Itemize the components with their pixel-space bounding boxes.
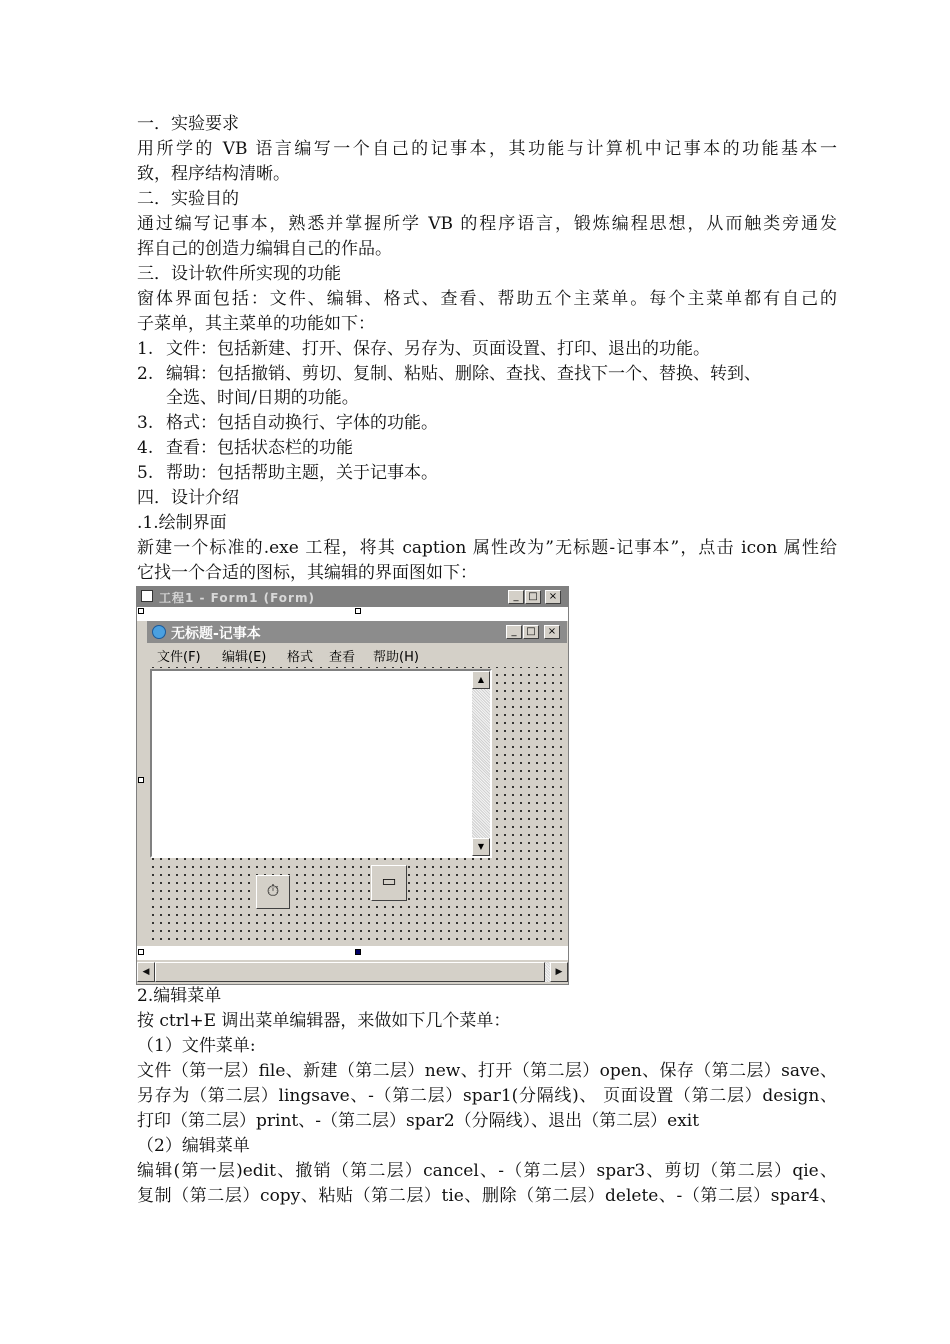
outer-title: 工程1 - Form1 (Form) [159,591,315,605]
scroll-right-arrow-icon[interactable]: ▶ [550,962,568,982]
paragraph-line: 挥自己的创造力编辑自己的作品。 [137,239,392,259]
menu-file[interactable]: 文件(F) [157,650,201,665]
outer-title-bar [137,587,568,607]
minimize-button[interactable]: _ [506,625,522,639]
paragraph-line: 子菜单，其主菜单的功能如下： [137,314,375,334]
scroll-left-arrow-icon[interactable]: ◀ [137,962,155,982]
resize-handle[interactable] [138,949,144,955]
close-button[interactable]: × [545,590,561,604]
inner-title-bar [147,621,567,643]
paragraph-line: 窗体界面包括：文件、编辑、格式、查看、帮助五个主菜单。每个主菜单都有自己的 [137,289,837,309]
paragraph-line: 打印（第二层）print、-（第二层）spar2（分隔线）、退出（第二层）exit [137,1111,700,1131]
subheading-edit-menu-2: （2）编辑菜单 [137,1136,250,1156]
list-item: 编辑：包括撤销、剪切、复制、粘贴、删除、查找、查找下一个、替换、转到、 [166,364,761,384]
resize-handle[interactable] [355,608,361,614]
designer-bottom-strip [137,946,568,960]
list-number: 1. [137,339,154,359]
paragraph-line: 用所学的 VB 语言编写一个自己的记事本，其功能与计算机中记事本的功能基本一 [137,139,837,159]
list-item: 全选、时间/日期的功能。 [166,388,359,408]
subheading-edit-menu: 2.编辑菜单 [137,986,222,1006]
list-item: 帮助：包括帮助主题，关于记事本。 [166,463,438,483]
list-number: 2. [137,364,154,384]
close-button[interactable]: × [544,625,560,639]
paragraph-line: 复制（第二层）copy、粘贴（第二层）tie、删除（第二层）delete、-（第二层）spar4、 [137,1186,837,1206]
list-number: 5. [137,463,154,483]
paragraph-line: 通过编写记事本，熟悉并掌握所学 VB 的程序语言，锻炼编程思想，从而触类旁通发 [137,214,837,234]
notepad-app-icon [152,625,166,639]
resize-handle[interactable] [138,777,144,783]
paragraph-line: 致，程序结构清晰。 [137,164,290,184]
paragraph-line: 它找一个合适的图标，其编辑的界面图如下： [137,563,477,583]
paragraph-line: 编辑(第一层)edit、撤销（第二层）cancel、-（第二层）spar3、剪切（第二层）qie、 [137,1161,837,1181]
heading-functions: 三．设计软件所实现的功能 [137,264,341,284]
minimize-button[interactable]: _ [508,590,524,604]
horizontal-scrollbar[interactable] [137,962,568,982]
vb-designer-screenshot [136,586,569,985]
menu-help[interactable]: 帮助(H) [373,650,419,665]
list-item: 格式：包括自动换行、字体的功能。 [166,413,438,433]
maximize-button[interactable]: □ [525,590,541,604]
maximize-button[interactable]: □ [523,625,539,639]
menu-edit[interactable]: 编辑(E) [222,650,267,665]
designer-top-strip [137,607,568,621]
scroll-thumb[interactable] [155,962,545,982]
list-item: 文件：包括新建、打开、保存、另存为、页面设置、打印、退出的功能。 [166,339,710,359]
heading-purpose: 二．实验目的 [137,189,239,209]
subheading-file-menu: （1）文件菜单: [137,1036,256,1056]
paragraph-line: 另存为（第二层）lingsave、-（第二层）spar1(分隔线)、 页面设置（第二层）design、 [137,1086,837,1106]
inner-title: 无标题-记事本 [171,626,261,642]
paragraph-line: 按 ctrl+E 调出菜单编辑器，来做如下几个菜单： [137,1011,511,1031]
vertical-scrollbar[interactable] [472,671,490,856]
menu-bar [147,643,567,667]
list-number: 3. [137,413,154,433]
heading-design: 四．设计介绍 [137,488,239,508]
common-dialog-icon[interactable]: ▭ [371,865,407,901]
heading-requirements: 一．实验要求 [137,114,239,134]
paragraph-line: 新建一个标准的.exe 工程，将其 caption 属性改为”无标题-记事本”，点击 icon 属性给 [137,538,837,558]
form-icon [141,590,153,602]
paragraph-line: 文件（第一层）file、新建（第二层）new、打开（第二层）open、保存（第二层）save、 [137,1061,837,1081]
scroll-down-arrow-icon[interactable]: ▼ [472,838,490,856]
subheading-draw-ui: .1.绘制界面 [137,513,227,533]
resize-handle[interactable] [355,949,361,955]
timer-icon[interactable]: ⏱ [256,875,290,909]
form-designer-grid [147,621,568,946]
list-number: 4. [137,438,154,458]
scroll-up-arrow-icon[interactable]: ▲ [472,671,490,689]
text-area[interactable] [150,669,492,858]
menu-format[interactable]: 格式 [287,650,314,665]
list-item: 查看：包括状态栏的功能 [166,438,353,458]
menu-view[interactable]: 查看 [329,650,356,665]
resize-handle[interactable] [138,608,144,614]
